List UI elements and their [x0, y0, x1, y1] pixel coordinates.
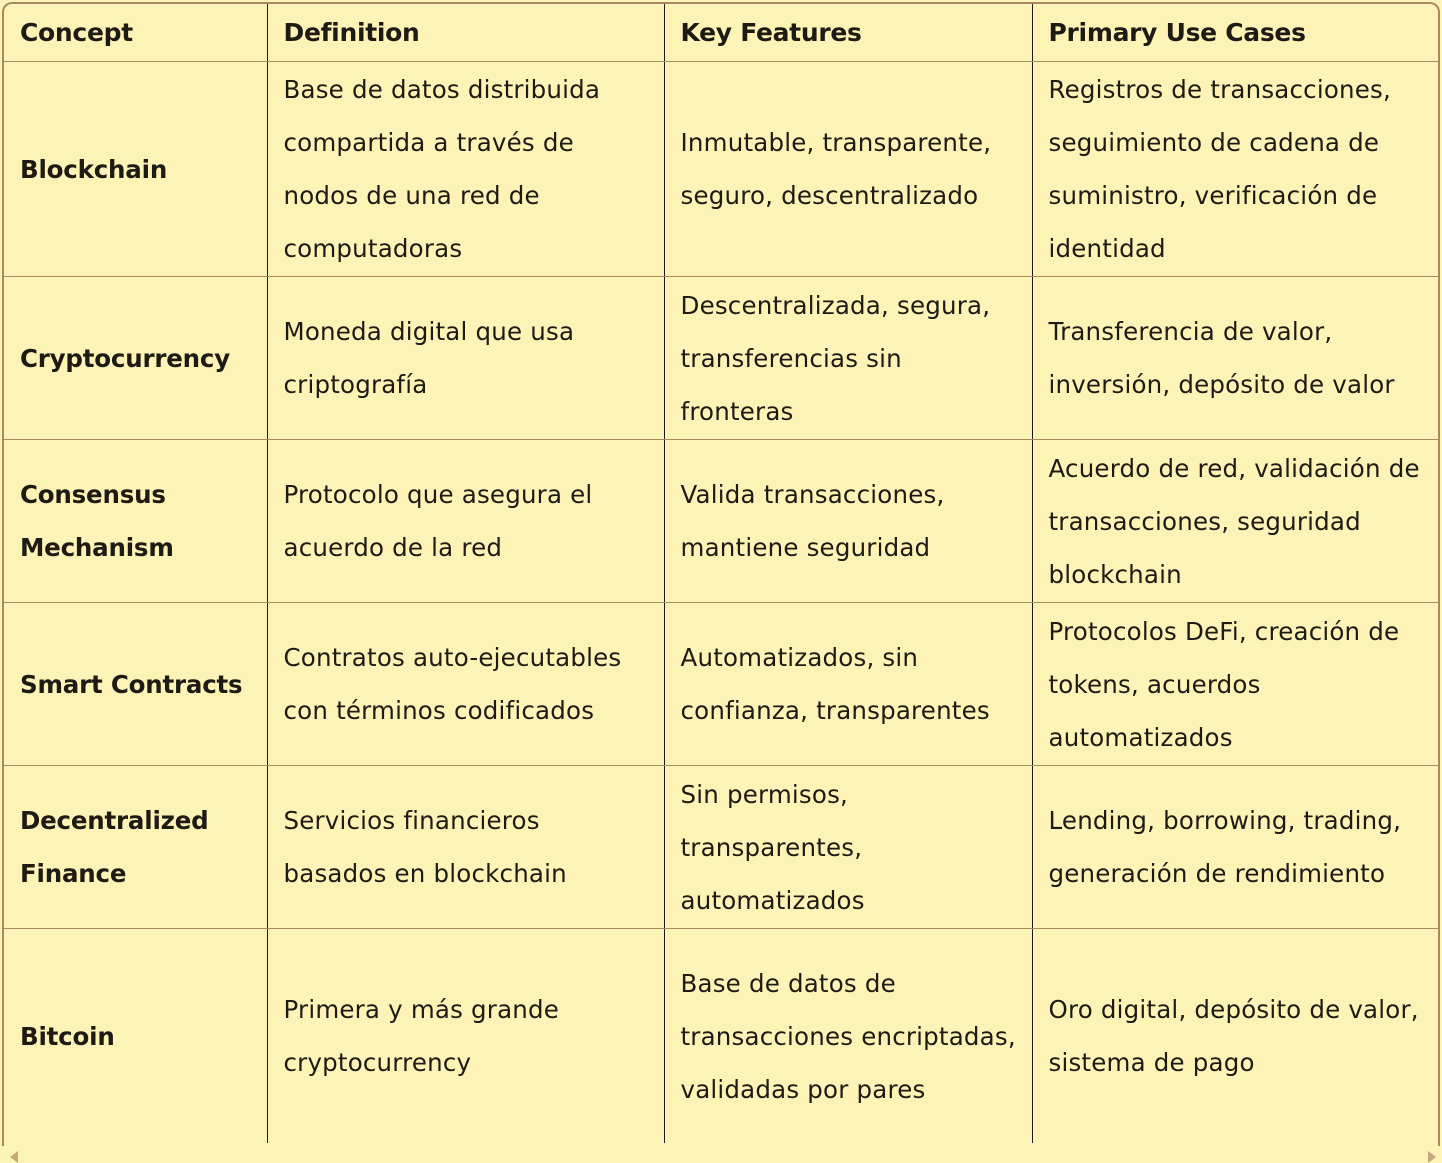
header-primary-use-cases: Primary Use Cases	[1032, 4, 1438, 62]
table-row	[4, 440, 1438, 603]
scroll-right-arrow-icon[interactable]	[1428, 1151, 1436, 1163]
definition-cell: Contratos auto-ejecutables con términos codificados	[267, 603, 664, 766]
features-cell: Automatizados, sin confianza, transparentes	[664, 603, 1032, 766]
definition-cell: Servicios financieros basados en blockchain	[267, 766, 664, 929]
scroll-left-arrow-icon[interactable]	[10, 1151, 18, 1163]
definition-cell: Protocolo que asegura el acuerdo de la red	[267, 440, 664, 603]
header-concept: Concept	[4, 4, 267, 62]
concept-cell: Smart Contracts	[4, 603, 267, 766]
concept-cell: Cryptocurrency	[4, 277, 267, 440]
use-cases-cell: Transferencia de valor, inversión, depósito de valor	[1032, 277, 1438, 440]
features-cell: Base de datos de transacciones encriptadas, validadas por pares	[664, 929, 1032, 1144]
definition-cell: Primera y más grande cryptocurrency	[267, 929, 664, 1144]
concept-cell: Bitcoin	[20, 1021, 115, 1051]
use-cases-cell: Protocolos DeFi, creación de tokens, acuerdos automatizados	[1032, 603, 1438, 766]
concept-cell: Decentralized Finance	[4, 766, 267, 929]
features-cell: Sin permisos, transparentes, automatizados	[664, 766, 1032, 929]
definition-cell: Base de datos distribuida compartida a través de nodos de una red de computadoras	[267, 62, 664, 277]
table-row	[4, 277, 1438, 440]
definition-cell: Moneda digital que usa criptografía	[267, 277, 664, 440]
horizontal-scrollbar[interactable]	[0, 1146, 1442, 1162]
table-row	[4, 929, 1438, 1144]
use-cases-cell: Oro digital, depósito de valor, sistema de pago	[1032, 929, 1438, 1144]
table-row	[4, 62, 1438, 277]
features-cell: Valida transacciones, mantiene seguridad	[664, 440, 1032, 603]
use-cases-cell: Acuerdo de red, validación de transacciones, seguridad blockchain	[1032, 440, 1438, 603]
header-definition: Definition	[267, 4, 664, 62]
table-row	[4, 766, 1438, 929]
use-cases-cell: Lending, borrowing, trading, generación de rendimiento	[1032, 766, 1438, 929]
features-cell: Inmutable, transparente, seguro, descentralizado	[664, 62, 1032, 277]
table-container	[2, 2, 1440, 1162]
concept-cell: Blockchain	[4, 62, 267, 277]
concepts-table	[4, 4, 1438, 1143]
features-cell: Descentralizada, segura, transferencias sin fronteras	[664, 277, 1032, 440]
header-key-features: Key Features	[664, 4, 1032, 62]
use-cases-cell: Registros de transacciones, seguimiento de cadena de suministro, verificación de identidad	[1032, 62, 1438, 277]
table-row	[4, 603, 1438, 766]
concept-cell: Consensus Mechanism	[4, 440, 267, 603]
header-row	[4, 4, 1438, 62]
